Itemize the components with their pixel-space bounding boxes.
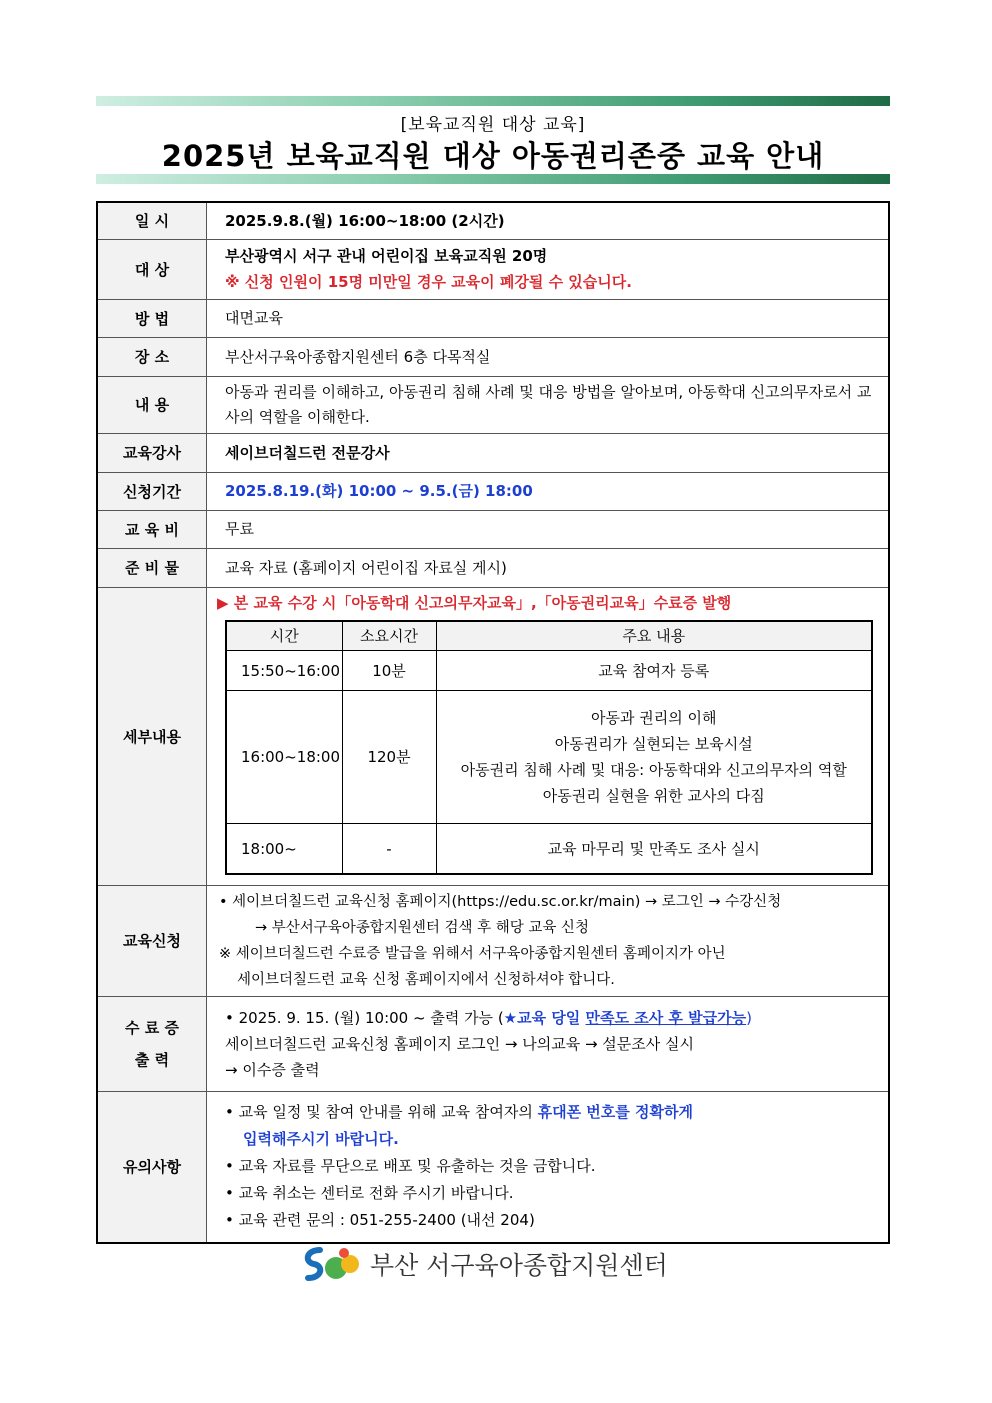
certificate-line-3: → 이수증 출력 <box>225 1060 320 1079</box>
value-instructor: 세이브더칠드런 전문강사 <box>207 433 890 472</box>
info-table <box>96 201 890 1244</box>
row-details <box>97 587 889 885</box>
label-method: 방 법 <box>97 299 207 337</box>
row-date <box>97 202 889 239</box>
caution-line-3: • 교육 자료를 무단으로 배포 및 유출하는 것을 금합니다. <box>225 1157 596 1176</box>
note-target: ※ 신청 인원이 15명 미만일 경우 교육이 폐강될 수 있습니다. <box>225 273 632 291</box>
schedule-item: 교육 마무리 및 만족도 조사 실시 <box>436 824 872 874</box>
schedule-time: 18:00~ <box>226 824 342 874</box>
row-certificate <box>97 996 889 1091</box>
header-top-bar <box>96 96 890 106</box>
value-method: 대면교육 <box>207 299 890 337</box>
label-date: 일 시 <box>97 202 207 239</box>
label-materials: 준 비 물 <box>97 548 207 587</box>
row-method <box>97 299 889 337</box>
value-date: 2025.9.8.(월) 16:00~18:00 (2시간) <box>207 202 890 239</box>
certificate-line-1: • 2025. 9. 15. (월) 10:00 ~ 출력 가능 (★교육 당일 만족도 조사 후 발급가능) <box>225 1008 752 1027</box>
doc-subtitle: [보육교직원 대상 교육] <box>400 115 586 135</box>
value-place: 부산서구육아종합지원센터 6층 다목적실 <box>207 337 890 376</box>
caution-line-4: • 교육 취소는 센터로 전화 주시기 바랍니다. <box>225 1184 514 1203</box>
apply-line-2: → 부산서구육아종합지원센터 검색 후 해당 교육 신청 <box>255 919 589 936</box>
schedule-duration: 10분 <box>342 651 436 691</box>
row-period <box>97 472 889 510</box>
schedule-row <box>226 651 872 691</box>
footer-org-name: 부산 서구육아종합지원센터 <box>370 1251 668 1280</box>
header-bottom-bar <box>96 174 890 184</box>
certificate-line-2: 세이브더칠드런 교육신청 홈페이지 로그인 → 나의교육 → 설문조사 실시 <box>225 1034 695 1053</box>
row-materials <box>97 548 889 587</box>
label-certificate-1: 수 료 증 <box>125 1018 179 1037</box>
schedule-header-duration: 소요시간 <box>342 621 436 651</box>
schedule-item: 아동권리 침해 사례 및 대응: 아동학대와 신고의무자의 역할 <box>460 761 847 780</box>
schedule-item: 교육 참여자 등록 <box>436 651 872 691</box>
value-period: 2025.8.19.(화) 10:00 ~ 9.5.(금) 18:00 <box>207 472 890 510</box>
caution-line-5: • 교육 관련 문의 : 051-255-2400 (내선 204) <box>225 1211 535 1230</box>
label-content: 내 용 <box>97 376 207 433</box>
row-apply <box>97 885 889 996</box>
schedule-table <box>225 620 873 875</box>
value-target: 부산광역시 서구 관내 어린이집 보육교직원 20명 <box>225 247 548 265</box>
schedule-item: 아동과 권리의 이해 <box>591 709 717 728</box>
schedule-time: 16:00~18:00 <box>226 691 342 824</box>
label-period: 신청기간 <box>97 472 207 510</box>
schedule-item: 아동권리 실현을 위한 교사의 다짐 <box>542 787 765 806</box>
details-notice: ▶ 본 교육 수강 시「아동학대 신고의무자교육」,「아동권리교육」수료증 발행 <box>217 594 732 613</box>
row-instructor <box>97 433 889 472</box>
value-content: 아동과 권리를 이해하고, 아동권리 침해 사례 및 대응 방법을 알아보며, 아동학대 신고의무자로서 교사의 역할을 이해한다. <box>207 376 890 433</box>
label-fee: 교 육 비 <box>97 510 207 548</box>
schedule-duration: - <box>342 824 436 874</box>
label-place: 장 소 <box>97 337 207 376</box>
row-fee <box>97 510 889 548</box>
apply-line-3: ※ 세이브더칠드런 수료증 발급을 위해서 서구육아종합지원센터 홈페이지가 아닌 <box>219 945 726 962</box>
value-materials: 교육 자료 (홈페이지 어린이집 자료실 게시) <box>207 548 890 587</box>
row-content <box>97 376 889 433</box>
caution-line-2: 입력해주시기 바랍니다. <box>243 1130 399 1149</box>
row-place <box>97 337 889 376</box>
sc-logo-icon <box>300 1244 362 1284</box>
schedule-duration: 120분 <box>342 691 436 824</box>
apply-line-1: • 세이브더칠드런 교육신청 홈페이지(https://edu.sc.or.kr/main) → 로그인 → 수강신청 <box>219 893 782 910</box>
footer <box>300 1244 700 1284</box>
row-target <box>97 239 889 299</box>
value-fee: 무료 <box>207 510 890 548</box>
caution-line-1: • 교육 일정 및 참여 안내를 위해 교육 참여자의 휴대폰 번호를 정확하게 <box>225 1103 693 1122</box>
schedule-item: 아동권리가 실현되는 보육시설 <box>554 735 753 754</box>
doc-title: 2025년 보육교직원 대상 아동권리존중 교육 안내 <box>161 139 825 173</box>
label-details: 세부내용 <box>97 587 207 885</box>
apply-line-4: 세이브더칠드런 교육 신청 홈페이지에서 신청하셔야 합니다. <box>237 971 615 988</box>
schedule-time: 15:50~16:00 <box>226 651 342 691</box>
label-apply: 교육신청 <box>97 885 207 996</box>
schedule-row <box>226 824 872 874</box>
row-caution <box>97 1091 889 1243</box>
schedule-row <box>226 691 872 824</box>
schedule-header-content: 주요 내용 <box>436 621 872 651</box>
label-certificate-2: 출 력 <box>134 1050 170 1069</box>
label-target: 대 상 <box>97 239 207 299</box>
schedule-header-time: 시간 <box>226 621 342 651</box>
label-instructor: 교육강사 <box>97 433 207 472</box>
label-caution: 유의사항 <box>97 1091 207 1243</box>
